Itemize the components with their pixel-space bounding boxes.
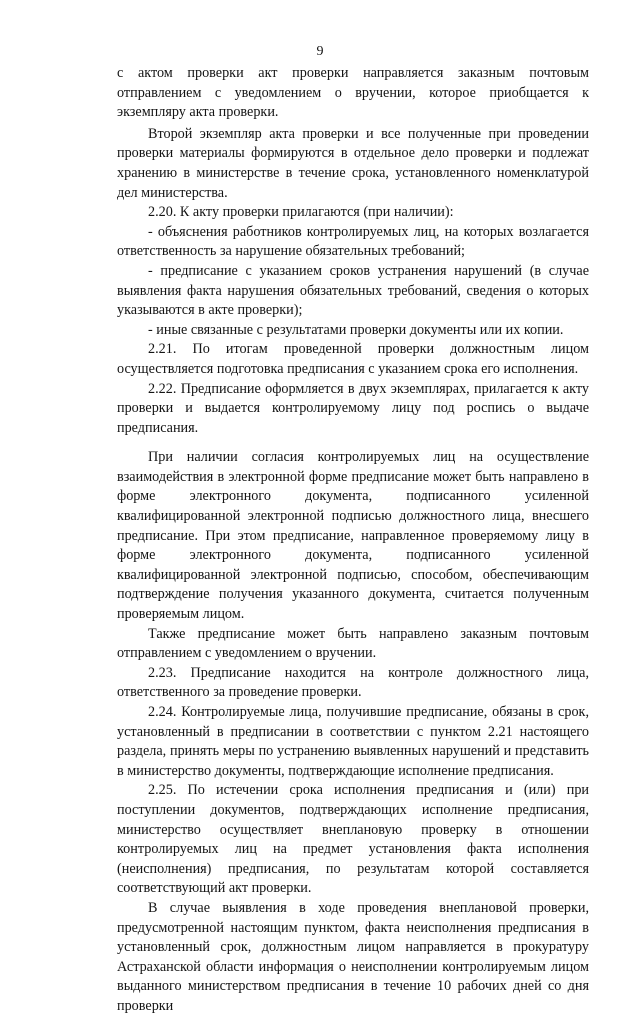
paragraph-2-20: 2.20. К акту проверки прилагаются (при наличии): bbox=[148, 204, 454, 221]
paragraph-2-22: 2.22. Предписание оформляется в двух экземплярах, прилагается к акту проверки и выдается контролируемому лицу под роспись о выдаче предписания. bbox=[117, 380, 589, 436]
list-item-explanations: - объяснения работников контролируемых лиц, на которых возлагается ответственность за нарушение обязательных требований; bbox=[117, 223, 589, 260]
paragraph-2-23: 2.23. Предписание находится на контроле должностного лица, ответственного за проведение проверки. bbox=[117, 664, 589, 701]
paragraph-2-21: 2.21. По итогам проведенной проверки должностным лицом осуществляется подготовка предписания с указанием срока его исполнения. bbox=[117, 341, 589, 377]
paragraph-second-copy: Второй экземпляр акта проверки и все полученные при проведении проверки материалы формируются в отдельное дело проверки и подлежат хранению в министерстве в течение срока, установленного номенклатурой дел министерства. bbox=[117, 125, 589, 201]
list-item-other-documents: - иные связанные с результатами проверки документы или их копии. bbox=[148, 321, 564, 338]
paragraph-act-mailing: с актом проверки акт проверки направляется заказным почтовым отправлением с уведомлением о вручении, которое приобщается к экземпляру акта проверки. bbox=[117, 65, 589, 121]
page-number: 9 bbox=[316, 44, 324, 59]
paragraph-2-25: 2.25. По истечении срока исполнения предписания и (или) при поступлении документов, подтверждающих исполнение предписания, министерство осуществляет внеплановую проверку в отношении контролируемых лиц на предмет установления факта исполнения (неисполнения) предписания, по результатам которой составляется соответствующий акт проверки. bbox=[117, 782, 589, 897]
paragraph-postal-sending: Также предписание может быть направлено заказным почтовым отправлением с уведомлением о вручении. bbox=[117, 625, 589, 662]
list-item-prescription: - предписание с указанием сроков устранения нарушений (в случае выявления факта нарушения обязательных требований, сведения о которых указываются в акте проверки); bbox=[117, 262, 589, 319]
paragraph-2-24: 2.24. Контролируемые лица, получившие предписание, обязаны в срок, установленный в предписании в соответствии с пунктом 2.21 настоящего раздела, принять меры по устранению выявленных нарушений и представить в министерство документы, подтверждающие исполнение предписания. bbox=[117, 704, 589, 779]
paragraph-electronic-form: При наличии согласия контролируемых лиц на осуществление взаимодействия в электронной форме предписание может быть направлено в форме электронного документа, подписанного усиленной квалифицированной электронной подписью должностного лица, внесшего предписание. При этом предписание, направленное проверяемому лицу в форме электронного документа, подписанного усиленной квалифицированной электронной подписью, способом, обеспечивающим подтверждение получения указанного документа, считается полученным проверяемым лицом. bbox=[117, 449, 589, 623]
paragraph-non-fulfillment: В случае выявления в ходе проведения внеплановой проверки, предусмотренной настоящим пунктом, факта неисполнения предписания в установленный срок, должностным лицом направляется в прокуратуру Астраханской области информация о неисполнении контролируемым лицом выданного министерством предписания в течение 10 рабочих дней со дня проверки bbox=[117, 899, 589, 1014]
document-body bbox=[117, 64, 589, 1017]
